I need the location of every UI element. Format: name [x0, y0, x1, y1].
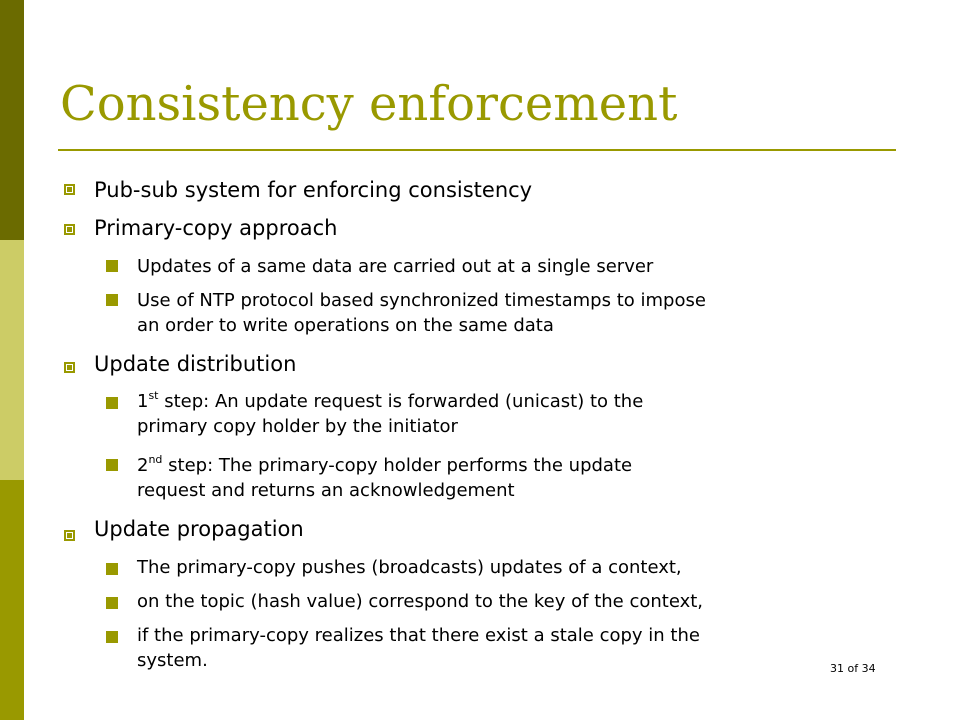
sub-bullet-line: system.: [137, 650, 208, 671]
square-bullet-icon: [106, 597, 118, 609]
bullet-pub-sub: Pub-sub system for enforcing consistency: [94, 178, 533, 202]
bullet-update-distribution: Update distribution: [94, 352, 297, 376]
sub-bullet-line: 1st step: An update request is forwarded (unicast) to the: [137, 389, 644, 412]
sub-bullet-line: request and returns an acknowledgement: [137, 480, 515, 501]
square-bullet-icon: [64, 224, 75, 235]
sub-bullet-second-step: [137, 453, 907, 503]
square-bullet-icon: [106, 260, 118, 272]
square-bullet-icon: [64, 362, 75, 373]
square-bullet-icon: [64, 184, 75, 195]
slide-title: Consistency enforcement: [60, 76, 678, 132]
sub-bullet-line: 2nd step: The primary-copy holder performs the update: [137, 453, 633, 476]
sub-bullet-on-the-topic: on the topic (hash value) correspond to the key of the context,: [137, 591, 704, 612]
sub-bullet-primary-copy-pushes: The primary-copy pushes (broadcasts) updates of a context,: [137, 557, 682, 578]
sub-bullet-line: an order to write operations on the same data: [137, 315, 554, 336]
sub-bullet-ntp-timestamps: [137, 288, 907, 338]
sub-bullet-stale-copy: [137, 623, 907, 673]
square-bullet-icon: [106, 563, 118, 575]
square-bullet-icon: [64, 530, 75, 541]
square-bullet-icon: [106, 631, 118, 643]
bullet-update-propagation: Update propagation: [94, 517, 304, 541]
sub-bullet-line: if the primary-copy realizes that there exist a stale copy in the: [137, 625, 700, 646]
sub-bullet-first-step: [137, 389, 907, 439]
bullet-primary-copy-approach: Primary-copy approach: [94, 216, 338, 240]
page-number: 31 of 34: [830, 662, 876, 675]
square-bullet-icon: [106, 294, 118, 306]
sub-bullet-updates-single-server: Updates of a same data are carried out at a single server: [137, 256, 654, 277]
sub-bullet-line: primary copy holder by the initiator: [137, 416, 458, 437]
square-bullet-icon: [106, 397, 118, 409]
sub-bullet-line: Use of NTP protocol based synchronized timestamps to impose: [137, 290, 706, 311]
square-bullet-icon: [106, 459, 118, 471]
